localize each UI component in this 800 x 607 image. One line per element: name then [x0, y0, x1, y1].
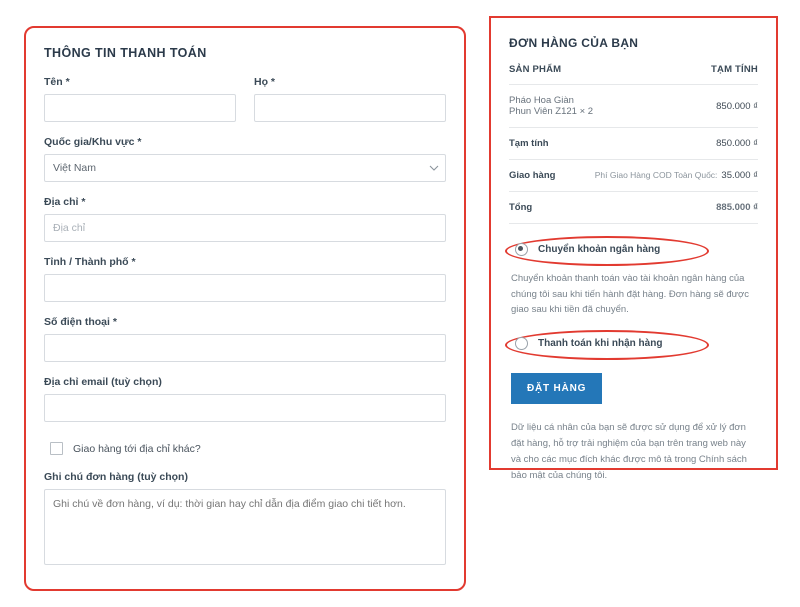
phone-field-group: [44, 316, 446, 362]
address-label: Địa chỉ *: [44, 196, 86, 208]
city-input[interactable]: [44, 274, 446, 302]
last-name-label: Họ *: [254, 76, 275, 88]
email-input[interactable]: [44, 394, 446, 422]
order-row-amount-cell: [595, 160, 758, 192]
first-name-label: Tên *: [44, 76, 70, 88]
order-notes-textarea[interactable]: [44, 489, 446, 565]
last-name-field-group: [254, 76, 446, 122]
order-col-subtotal: TẠM TÍNH: [595, 64, 758, 85]
email-field-group: [44, 376, 446, 422]
payment-option-cod[interactable]: [509, 332, 758, 355]
order-summary-panel: [489, 16, 778, 482]
ship-different-address-row[interactable]: [44, 442, 446, 455]
first-name-input[interactable]: [44, 94, 236, 122]
radio-cod[interactable]: [515, 337, 528, 350]
ship-different-address-label: Giao hàng tới địa chỉ khác?: [73, 442, 201, 455]
payment-option-label: Chuyển khoản ngân hàng: [538, 244, 661, 255]
table-row: [509, 192, 758, 224]
order-row-amount: 850.000 ₫: [595, 128, 758, 160]
order-row-name: Giao hàng: [509, 160, 595, 192]
country-select[interactable]: Việt Nam: [44, 154, 446, 182]
ship-different-address-checkbox[interactable]: [50, 442, 63, 455]
order-summary-table: [509, 64, 758, 224]
phone-label: Số điện thoại *: [44, 316, 117, 328]
order-row-amount: 885.000 ₫: [595, 192, 758, 224]
table-row: [509, 85, 758, 128]
first-name-field-group: [44, 76, 236, 122]
shipping-note: Phí Giao Hàng COD Toàn Quốc:: [594, 170, 718, 180]
billing-details-panel: [24, 26, 466, 591]
order-row-amount: 850.000 ₫: [595, 85, 758, 128]
order-notes-group: [44, 471, 446, 570]
radio-bank-transfer[interactable]: [515, 243, 528, 256]
payment-description: Chuyển khoản thanh toán vào tài khoản ngân hàng của chúng tôi sau khi tiến hành đặt hàng. Đơn hàng sẽ được giao sau khi tiền đã chuyển.: [511, 273, 750, 316]
order-row-name: Pháo Hoa Giàn Phun Viên Z121 × 2: [509, 85, 595, 128]
order-row-name: Tạm tính: [509, 128, 595, 160]
country-select-wrap[interactable]: [44, 154, 446, 182]
payment-option-label: Thanh toán khi nhận hàng: [538, 338, 663, 350]
email-label: Địa chỉ email (tuỳ chọn): [44, 376, 162, 388]
place-order-button[interactable]: ĐẶT HÀNG: [511, 373, 602, 404]
order-col-product: SẢN PHẨM: [509, 64, 595, 85]
order-row-amount: 35.000 ₫: [721, 170, 758, 181]
order-summary-title: ĐƠN HÀNG CỦA BẠN: [509, 36, 639, 50]
table-row: [509, 160, 758, 192]
address-field-group: [44, 196, 446, 242]
last-name-input[interactable]: [254, 94, 446, 122]
phone-input[interactable]: [44, 334, 446, 362]
privacy-policy-text: Dữ liệu cá nhân của bạn sẽ được sử dụng để xử lý đơn đặt hàng, hỗ trợ trải nghiệm của bạn trên trang web này và cho các mục đích khác được mô tả trong Chính sách bảo mật của chúng tôi.: [511, 422, 747, 482]
order-table-header-row: [509, 64, 758, 85]
country-field-group: [44, 136, 446, 182]
order-notes-label: Ghi chú đơn hàng (tuỳ chọn): [44, 471, 188, 483]
country-label: Quốc gia/Khu vực *: [44, 136, 142, 148]
address-input[interactable]: [44, 214, 446, 242]
city-field-group: [44, 256, 446, 302]
city-label: Tỉnh / Thành phố *: [44, 256, 136, 268]
table-row: [509, 128, 758, 160]
billing-section-title: THÔNG TIN THANH TOÁN: [44, 46, 207, 60]
order-row-name: Tổng: [509, 192, 595, 224]
payment-option-bank-transfer[interactable]: [509, 238, 758, 261]
name-row: [44, 76, 446, 122]
